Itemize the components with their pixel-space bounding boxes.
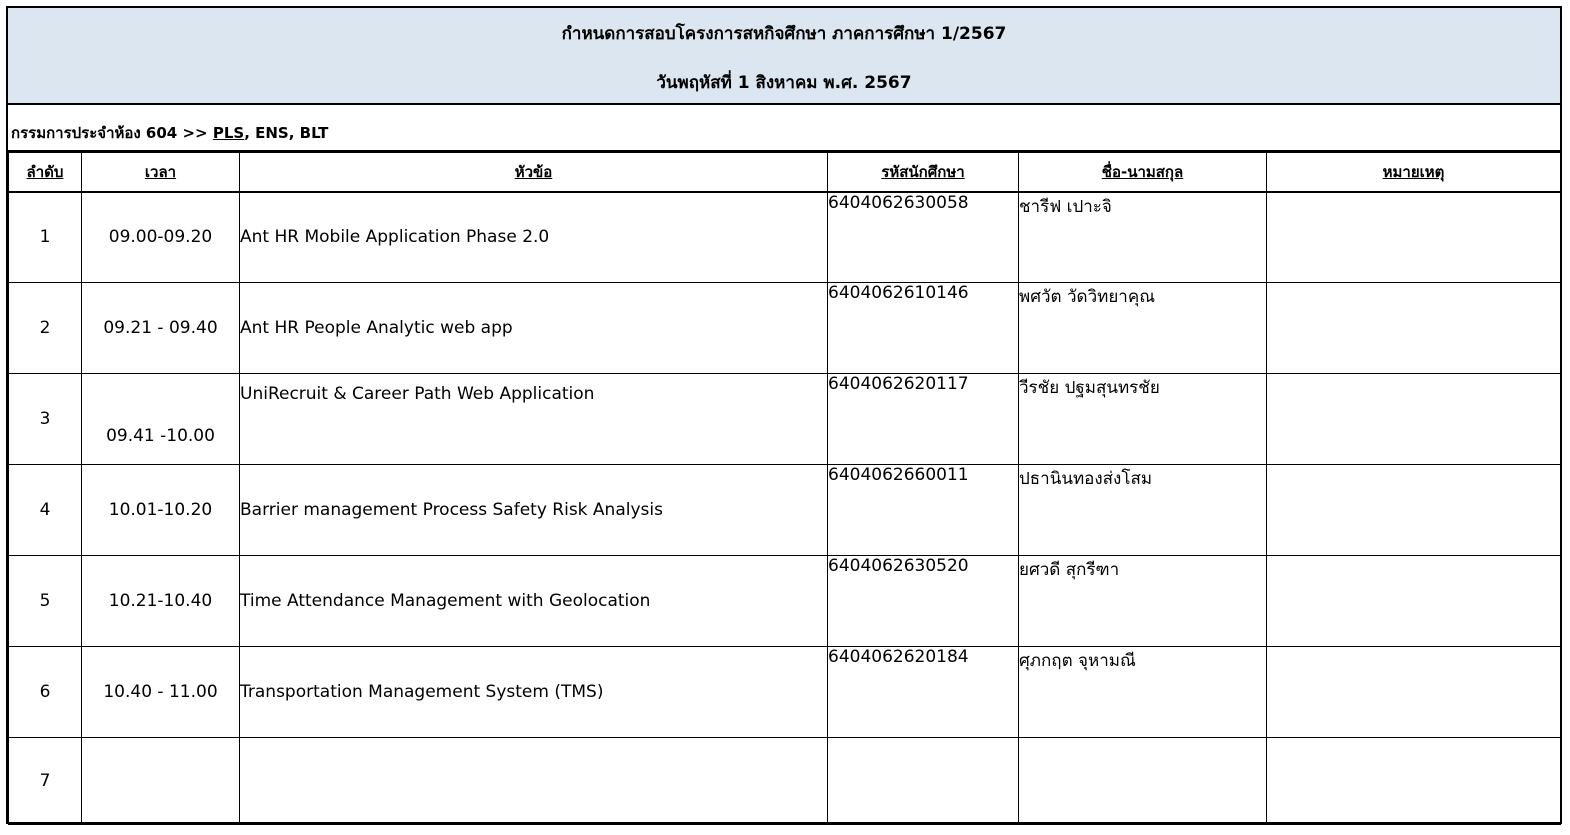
table-row <box>9 465 1561 556</box>
cell-no: 2 <box>9 283 82 374</box>
cell-time: 10.21-10.40 <box>82 556 240 647</box>
cell-no: 5 <box>9 556 82 647</box>
table-row <box>9 283 1561 374</box>
cell-name: วีรชัย ปฐมสุนทรชัย <box>1019 374 1267 465</box>
committee-line <box>8 105 1560 152</box>
column-header-note: หมายเหตุ <box>1267 153 1561 192</box>
cell-name: พศวัต วัดวิทยาคุณ <box>1019 283 1267 374</box>
cell-note <box>1267 738 1561 825</box>
cell-time: 10.01-10.20 <box>82 465 240 556</box>
cell-topic: Ant HR Mobile Application Phase 2.0 <box>240 192 828 283</box>
schedule-sheet <box>6 6 1562 824</box>
cell-student-id: 6404062630058 <box>828 192 1019 283</box>
cell-no: 1 <box>9 192 82 283</box>
committee-chair: PLS <box>212 124 245 142</box>
cell-topic <box>240 738 828 825</box>
cell-topic: Ant HR People Analytic web app <box>240 283 828 374</box>
cell-name <box>1019 738 1267 825</box>
cell-topic: Time Attendance Management with Geolocation <box>240 556 828 647</box>
table-row <box>9 192 1561 283</box>
cell-student-id: 6404062610146 <box>828 283 1019 374</box>
cell-note <box>1267 647 1561 738</box>
cell-note <box>1267 556 1561 647</box>
column-header-topic: หัวข้อ <box>240 153 828 192</box>
cell-topic: UniRecruit & Career Path Web Application <box>240 374 828 465</box>
cell-time <box>82 738 240 825</box>
cell-name: ปธานินทองส่งโสม <box>1019 465 1267 556</box>
cell-note <box>1267 374 1561 465</box>
column-header-no: ลำดับ <box>9 153 82 192</box>
cell-student-id: 6404062620117 <box>828 374 1019 465</box>
cell-time: 09.00-09.20 <box>82 192 240 283</box>
exam-date: วันพฤหัสที่ 1 สิงหาคม พ.ศ. 2567 <box>656 73 912 93</box>
column-header-name: ชื่อ-นามสกุล <box>1019 153 1267 192</box>
committee-members: , ENS, BLT <box>244 124 329 142</box>
cell-time: 09.41 -10.00 <box>82 374 240 465</box>
column-header-time: เวลา <box>82 153 240 192</box>
cell-topic: Barrier management Process Safety Risk Analysis <box>240 465 828 556</box>
schedule-table <box>8 152 1561 825</box>
cell-no: 4 <box>9 465 82 556</box>
cell-no: 7 <box>9 738 82 825</box>
page-title: กำหนดการสอบโครงการสหกิจศึกษา ภาคการศึกษา 1/2567 <box>561 24 1007 44</box>
cell-no: 6 <box>9 647 82 738</box>
cell-topic: Transportation Management System (TMS) <box>240 647 828 738</box>
cell-no: 3 <box>9 374 82 465</box>
table-row <box>9 738 1561 825</box>
cell-note <box>1267 465 1561 556</box>
cell-note <box>1267 192 1561 283</box>
cell-student-id: 6404062660011 <box>828 465 1019 556</box>
cell-name: ยศวดี สุกรีฑา <box>1019 556 1267 647</box>
cell-name: ศุภกฤต จุหามณี <box>1019 647 1267 738</box>
cell-name: ชารีฟ เปาะจิ <box>1019 192 1267 283</box>
cell-time: 09.21 - 09.40 <box>82 283 240 374</box>
title-block <box>8 8 1560 105</box>
cell-student-id: 6404062620184 <box>828 647 1019 738</box>
table-row <box>9 374 1561 465</box>
cell-note <box>1267 283 1561 374</box>
committee-prefix: กรรมการประจำห้อง 604 >> <box>11 124 213 142</box>
table-header-row <box>9 153 1561 192</box>
cell-student-id: 6404062630520 <box>828 556 1019 647</box>
table-row <box>9 647 1561 738</box>
cell-student-id <box>828 738 1019 825</box>
cell-time: 10.40 - 11.00 <box>82 647 240 738</box>
table-row <box>9 556 1561 647</box>
column-header-student-id: รหัสนักศึกษา <box>828 153 1019 192</box>
